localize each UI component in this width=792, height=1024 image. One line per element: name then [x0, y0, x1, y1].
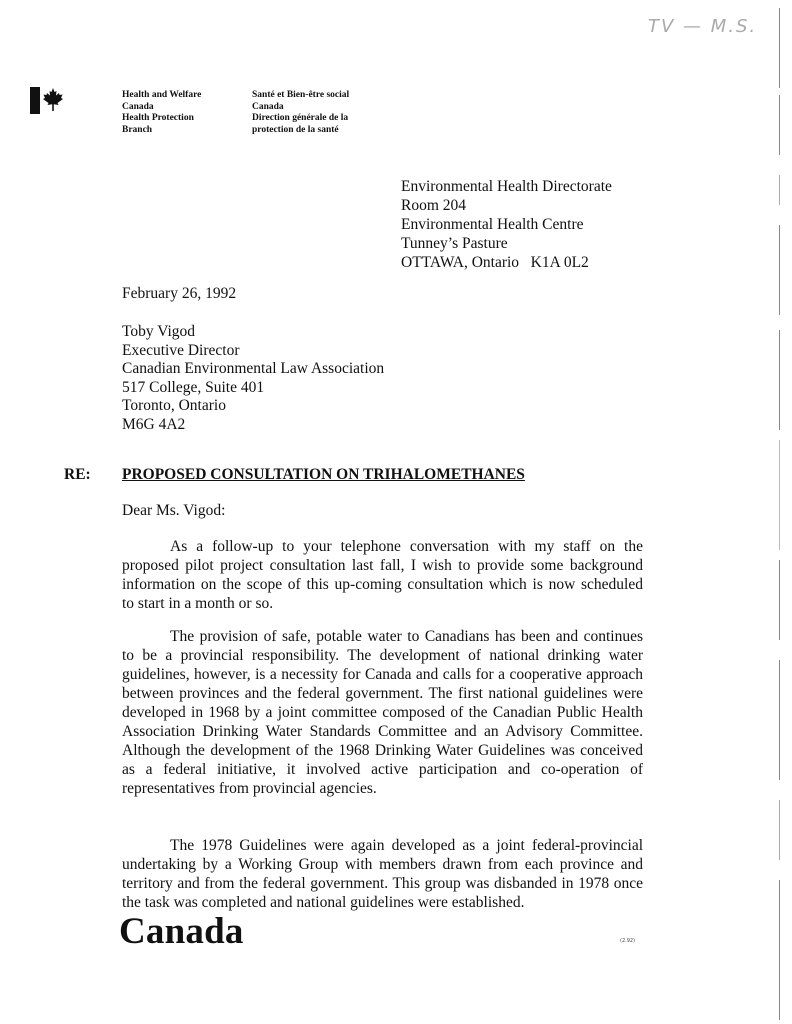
paragraph-line: The provision of safe, potable water to Canadians has been and continues: [170, 628, 643, 645]
sender-address: [401, 177, 612, 272]
recipient-line: Executive Director: [122, 341, 240, 359]
letterhead-line: Branch: [122, 124, 153, 135]
address-line: OTTAWA, Ontario K1A 0L2: [401, 254, 589, 271]
letterhead-line: Health Protection: [122, 113, 194, 123]
paragraph-line: territory and from the federal government. This group was disbanded in 1978 once: [122, 875, 643, 892]
scan-edge-line: [779, 0, 781, 1024]
paragraph-line: guidelines, however, is a necessity for Canada and calls for a cooperative approach: [122, 666, 643, 683]
salutation: Dear Ms. Vigod:: [122, 502, 226, 519]
handwritten-note: TV — M.S.: [648, 16, 758, 37]
re-subject: PROPOSED CONSULTATION ON TRIHALOMETHANES: [122, 466, 525, 483]
paragraph-line: proposed pilot project consultation last fall, I wish to provide some background: [122, 557, 643, 574]
address-line: Environmental Health Centre: [401, 216, 584, 233]
letterhead-line: protection de la santé: [252, 124, 339, 135]
paragraph-line: As a follow-up to your telephone conversation with my staff on the: [170, 538, 643, 555]
body-paragraph-2: [122, 627, 643, 798]
address-line: Environmental Health Directorate: [401, 178, 612, 195]
body-paragraph-1: [122, 537, 643, 613]
maple-leaf-icon: [43, 88, 63, 112]
letterhead-french: [252, 90, 349, 136]
letter-date: February 26, 1992: [122, 285, 237, 302]
paragraph-line: as a federal initiative, it involved active participation and co-operation of: [122, 761, 643, 778]
letterhead-line: Canada: [252, 101, 284, 112]
paragraph-line: developed in 1968 by a joint committee composed of the Canadian Public Health: [122, 704, 643, 721]
re-label: RE:: [64, 466, 91, 483]
letterhead-line: Santé et Bien-être social: [252, 90, 350, 100]
paragraph-line: The 1978 Guidelines were again developed as a joint federal-provincial: [170, 837, 643, 854]
letterhead-english: [122, 90, 201, 136]
canada-flag-logo: [30, 87, 80, 117]
paragraph-line: to start in a month or so.: [122, 595, 274, 612]
recipient-line: M6G 4A2: [122, 415, 186, 433]
paragraph-line: to be a provincial responsibility. The development of national drinking water: [122, 647, 643, 664]
flag-bar: [30, 87, 40, 114]
recipient-line: 517 College, Suite 401: [122, 378, 265, 396]
recipient-line: Toby Vigod: [122, 323, 196, 340]
paragraph-line: undertaking by a Working Group with members drawn from each province and: [122, 856, 643, 873]
recipient-line: Toronto, Ontario: [122, 397, 226, 414]
recipient-address: [122, 323, 384, 434]
form-code: (2.92): [620, 938, 636, 944]
recipient-line: Canadian Environmental Law Association: [122, 360, 385, 377]
address-line: Tunney’s Pasture: [401, 235, 508, 252]
letterhead-line: Health and Welfare: [122, 90, 202, 100]
paragraph-line: representatives from provincial agencies.: [122, 780, 377, 797]
canada-wordmark: Canada: [119, 911, 244, 952]
letterhead-line: Canada: [122, 101, 154, 112]
paragraph-line: Association Drinking Water Standards Committee and an Advisory Committee.: [122, 723, 643, 740]
paragraph-line: the task was completed and national guidelines were established.: [122, 894, 525, 911]
paragraph-line: Although the development of the 1968 Drinking Water Guidelines was conceived: [122, 742, 643, 759]
address-line: Room 204: [401, 197, 467, 214]
body-paragraph-3: [122, 836, 643, 912]
paragraph-line: between provinces and the federal government. The first national guidelines were: [122, 685, 643, 702]
letterhead-line: Direction générale de la: [252, 113, 349, 123]
paragraph-line: information on the scope of this up-coming consultation which is now scheduled: [122, 576, 643, 593]
